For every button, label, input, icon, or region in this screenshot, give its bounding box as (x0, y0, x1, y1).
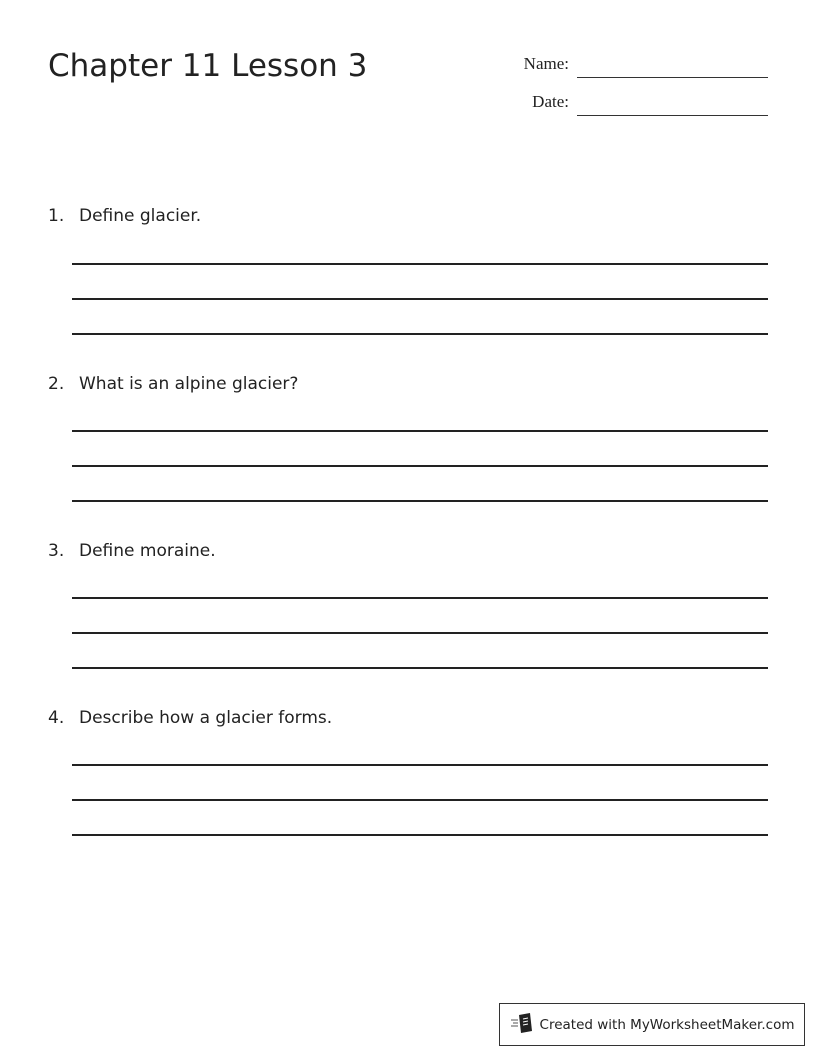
answer-line[interactable] (72, 333, 768, 335)
name-field[interactable] (577, 77, 768, 78)
page-title: Chapter 11 Lesson 3 (48, 48, 368, 84)
date-label: Date: (532, 92, 569, 111)
answer-line[interactable] (72, 298, 768, 300)
answer-line[interactable] (72, 430, 768, 432)
question-number: 3. (48, 541, 65, 561)
answer-line[interactable] (72, 764, 768, 766)
answer-line[interactable] (72, 632, 768, 634)
question-number: 2. (48, 374, 65, 394)
answer-line[interactable] (72, 667, 768, 669)
footer-text: Created with MyWorksheetMaker.com (539, 1016, 795, 1033)
question-3 (48, 541, 216, 561)
answer-line[interactable] (72, 799, 768, 801)
answer-line[interactable] (72, 834, 768, 836)
answer-line[interactable] (72, 500, 768, 502)
worksheet-logo-icon (510, 1012, 534, 1038)
question-number: 4. (48, 708, 65, 728)
question-text: Describe how a glacier forms. (79, 708, 333, 728)
question-2 (48, 374, 298, 394)
name-label: Name: (523, 54, 569, 73)
footer-credit[interactable] (499, 1003, 805, 1046)
date-field[interactable] (577, 115, 768, 116)
question-1 (48, 206, 201, 226)
answer-line[interactable] (72, 263, 768, 265)
answer-line[interactable] (72, 597, 768, 599)
question-text: Define glacier. (79, 206, 202, 226)
question-4 (48, 708, 332, 728)
question-text: Define moraine. (79, 541, 216, 561)
answer-line[interactable] (72, 465, 768, 467)
question-text: What is an alpine glacier? (79, 374, 299, 394)
question-number: 1. (48, 206, 65, 226)
